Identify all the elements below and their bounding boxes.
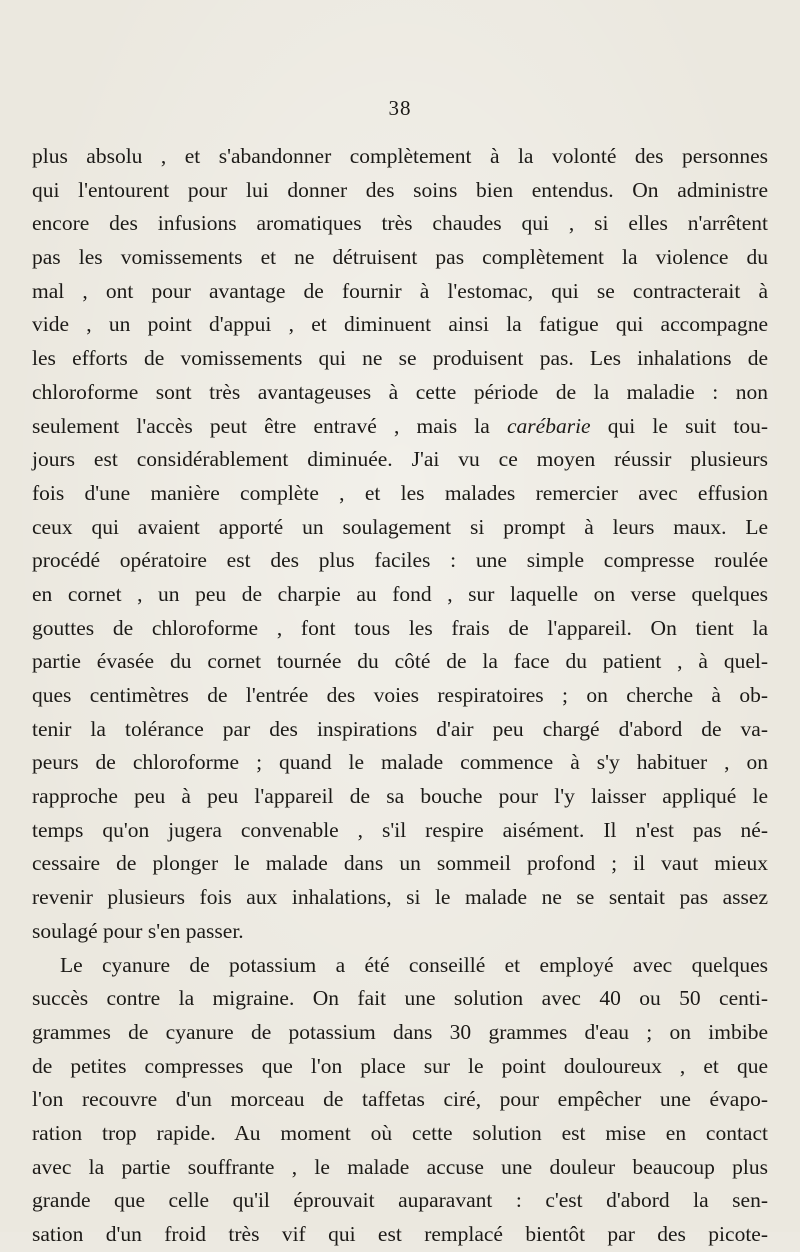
text-segment: pas les vomissements et ne détruisent pas complètement la violence du	[32, 245, 768, 270]
text-line	[32, 544, 768, 578]
text-line	[32, 1050, 768, 1084]
text-line	[32, 1151, 768, 1185]
text-line	[32, 679, 768, 713]
text-segment: gouttes de chloroforme , font tous les frais de l'appareil. On tient la	[32, 615, 768, 640]
text-line	[32, 780, 768, 814]
text-line	[32, 949, 768, 983]
text-segment: jours est considérablement diminuée. J'ai vu ce moyen réussir plusieurs	[32, 447, 768, 472]
text-segment: succès contre la migraine. On fait une solution avec 40 ou 50 centi-	[32, 986, 768, 1011]
text-line	[32, 140, 768, 174]
text-segment: chloroforme sont très avantageuses à cette période de la maladie : non	[32, 379, 768, 404]
text-segment: partie évasée du cornet tournée du côté de la face du patient , à quel-	[32, 649, 768, 674]
text-line	[32, 443, 768, 477]
text-segment: en cornet , un peu de charpie au fond , sur laquelle on verse quelques	[32, 581, 768, 606]
text-segment: soulagé pour s'en passer.	[32, 918, 244, 943]
text-line	[32, 477, 768, 511]
text-segment: avec la partie souffrante , le malade accuse une douleur beaucoup plus	[32, 1154, 768, 1179]
text-line	[32, 207, 768, 241]
text-line	[32, 881, 768, 915]
text-line	[32, 308, 768, 342]
text-line	[32, 1117, 768, 1151]
text-segment: temps qu'on jugera convenable , s'il respire aisément. Il n'est pas né-	[32, 817, 768, 842]
italic-term: carébarie	[507, 413, 591, 438]
text-segment: cessaire de plonger le malade dans un sommeil profond ; il vaut mieux	[32, 851, 768, 876]
text-segment: peurs de chloroforme ; quand le malade commence à s'y habituer , on	[32, 750, 768, 775]
text-line	[32, 746, 768, 780]
text-segment: encore des infusions aromatiques très chaudes qui , si elles n'arrêtent	[32, 211, 768, 236]
text-segment: vide , un point d'appui , et diminuent ainsi la fatigue qui accompagne	[32, 312, 768, 337]
text-segment: rapproche peu à peu l'appareil de sa bouche pour l'y laisser appliqué le	[32, 784, 768, 809]
text-segment: ration trop rapide. Au moment où cette solution est mise en contact	[32, 1120, 768, 1145]
text-segment: plus absolu , et s'abandonner complètement à la volonté des personnes	[32, 144, 768, 168]
text-segment: qui l'entourent pour lui donner des soins bien entendus. On administre	[32, 177, 768, 202]
text-segment: ceux qui avaient apporté un soulagement si prompt à leurs maux. Le	[32, 514, 768, 539]
text-segment: grammes de cyanure de potassium dans 30 grammes d'eau ; on imbibe	[32, 1019, 768, 1044]
text-line	[32, 578, 768, 612]
text-line	[32, 1184, 768, 1218]
text-segment: Le cyanure de potassium a été conseillé et employé avec quelques	[60, 952, 768, 977]
text-line	[32, 915, 768, 949]
text-segment: l'on recouvre d'un morceau de taffetas ciré, pour empêcher une évapo-	[32, 1087, 768, 1112]
body-text	[32, 140, 768, 1252]
text-segment: grande que celle qu'il éprouvait auparavant : c'est d'abord la sen-	[32, 1188, 768, 1213]
text-segment: seulement l'accès peut être entravé , mais la	[32, 413, 507, 438]
text-line	[32, 982, 768, 1016]
text-segment: les efforts de vomissements qui ne se produisent pas. Les inhalations de	[32, 346, 768, 371]
text-line	[32, 174, 768, 208]
text-segment: qui le suit tou-	[590, 413, 769, 438]
text-segment: ques centimètres de l'entrée des voies respiratoires ; on cherche à ob-	[32, 683, 768, 707]
text-line	[32, 645, 768, 679]
text-segment: revenir plusieurs fois aux inhalations, si le malade ne se sentait pas assez	[32, 885, 768, 910]
text-line	[32, 713, 768, 747]
text-line	[32, 410, 768, 444]
text-line	[32, 612, 768, 646]
text-line	[32, 376, 768, 410]
text-line	[32, 1016, 768, 1050]
text-line	[32, 1218, 768, 1252]
text-segment: sation d'un froid très vif qui est remplacé bientôt par des picote-	[32, 1222, 768, 1246]
text-line	[32, 1083, 768, 1117]
text-line	[32, 275, 768, 309]
text-segment: de petites compresses que l'on place sur le point douloureux , et que	[32, 1053, 768, 1078]
text-line	[32, 241, 768, 275]
text-line	[32, 847, 768, 881]
text-line	[32, 342, 768, 376]
text-segment: mal , ont pour avantage de fournir à l'estomac, qui se contracterait à	[32, 278, 768, 303]
text-segment: fois d'une manière complète , et les malades remercier avec effusion	[32, 480, 768, 505]
text-segment: tenir la tolérance par des inspirations d'air peu chargé d'abord de va-	[32, 716, 768, 741]
text-line	[32, 511, 768, 545]
text-line	[32, 814, 768, 848]
page-number: 38	[388, 96, 412, 120]
text-segment: procédé opératoire est des plus faciles : une simple compresse roulée	[32, 548, 768, 573]
